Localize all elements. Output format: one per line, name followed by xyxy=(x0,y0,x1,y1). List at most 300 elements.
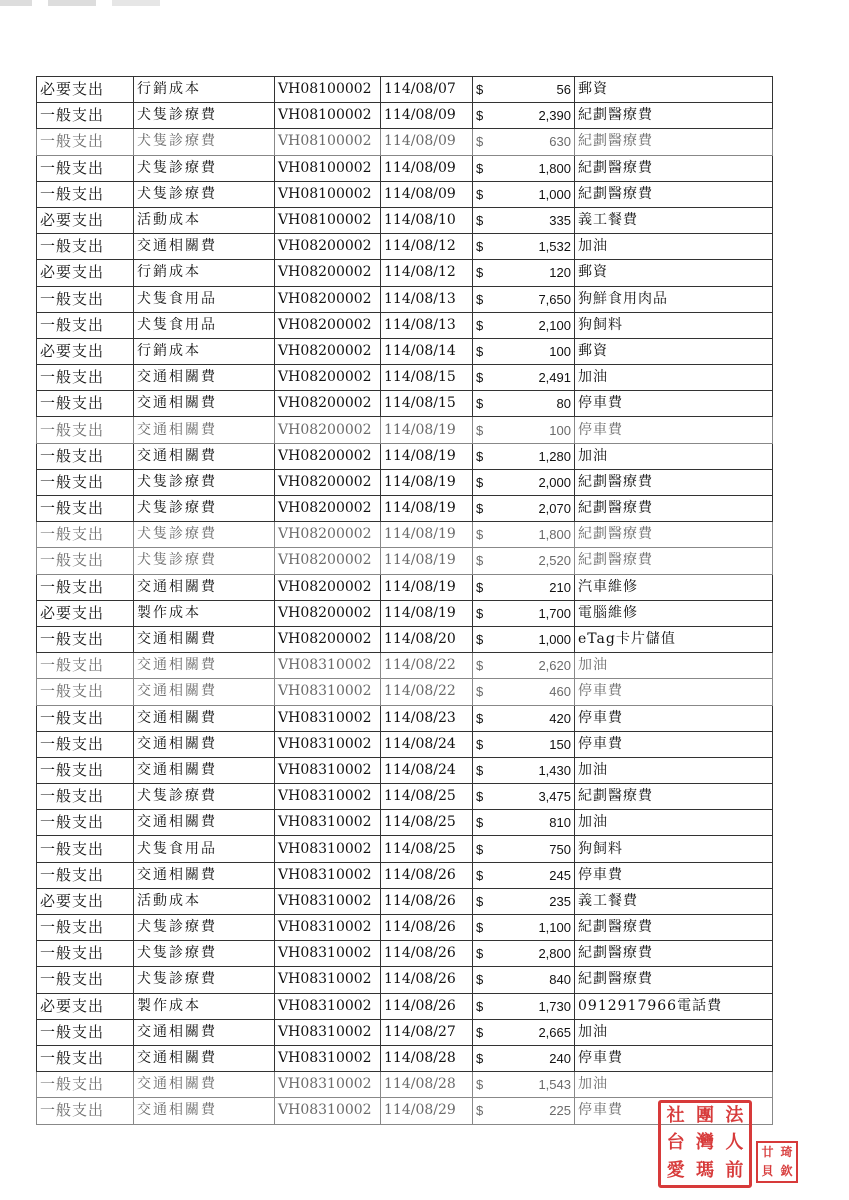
amount-value: 1,000 xyxy=(538,186,571,202)
expense-item-cell: 交通相關費 xyxy=(134,653,275,679)
date-cell: 114/08/26 xyxy=(381,993,473,1019)
date-cell: 114/08/14 xyxy=(381,338,473,364)
expense-type-cell: 一般支出 xyxy=(37,1072,134,1098)
note-cell: 停車費 xyxy=(575,391,773,417)
note-cell: 停車費 xyxy=(575,705,773,731)
currency-symbol: $ xyxy=(476,396,484,412)
currency-symbol: $ xyxy=(476,343,484,359)
amount-value: 2,491 xyxy=(538,370,571,386)
expense-item-cell: 行銷成本 xyxy=(134,338,275,364)
currency-symbol: $ xyxy=(476,893,484,909)
voucher-number-cell: VH08200002 xyxy=(275,522,381,548)
expense-item-cell: 交通相關費 xyxy=(134,1072,275,1098)
currency-symbol: $ xyxy=(476,82,484,98)
amount-value: 1,532 xyxy=(538,239,571,255)
voucher-number-cell: VH08200002 xyxy=(275,626,381,652)
amount-value: 460 xyxy=(549,684,571,700)
amount-value: 2,100 xyxy=(538,317,571,333)
seal-character: 團 xyxy=(695,1105,714,1126)
amount-cell xyxy=(473,1072,575,1098)
expense-item-cell: 犬隻診療費 xyxy=(134,967,275,993)
date-cell: 114/08/10 xyxy=(381,207,473,233)
table-row xyxy=(37,915,773,941)
seal-character: 法 xyxy=(725,1105,744,1126)
currency-symbol: $ xyxy=(476,658,484,674)
note-cell: 紀劃醫療費 xyxy=(575,129,773,155)
voucher-number-cell: VH08310002 xyxy=(275,993,381,1019)
expense-item-cell: 交通相關費 xyxy=(134,862,275,888)
voucher-number-cell: VH08200002 xyxy=(275,600,381,626)
amount-value: 100 xyxy=(549,422,571,438)
amount-cell xyxy=(473,417,575,443)
table-row xyxy=(37,469,773,495)
personal-seal xyxy=(756,1141,798,1183)
voucher-number-cell: VH08100002 xyxy=(275,77,381,103)
amount-cell xyxy=(473,469,575,495)
table-row xyxy=(37,679,773,705)
date-cell: 114/08/25 xyxy=(381,810,473,836)
amount-cell xyxy=(473,941,575,967)
amount-cell xyxy=(473,600,575,626)
date-cell: 114/08/26 xyxy=(381,941,473,967)
currency-symbol: $ xyxy=(476,239,484,255)
currency-symbol: $ xyxy=(476,946,484,962)
table-row xyxy=(37,941,773,967)
amount-cell xyxy=(473,522,575,548)
voucher-number-cell: VH08310002 xyxy=(275,653,381,679)
expense-item-cell: 交通相關費 xyxy=(134,705,275,731)
expense-type-cell: 一般支出 xyxy=(37,234,134,260)
currency-symbol: $ xyxy=(476,762,484,778)
voucher-number-cell: VH08200002 xyxy=(275,496,381,522)
table-row xyxy=(37,417,773,443)
amount-value: 1,700 xyxy=(538,605,571,621)
expense-item-cell: 犬隻診療費 xyxy=(134,155,275,181)
voucher-number-cell: VH08200002 xyxy=(275,312,381,338)
amount-value: 3,475 xyxy=(538,789,571,805)
date-cell: 114/08/19 xyxy=(381,496,473,522)
expense-item-cell: 交通相關費 xyxy=(134,574,275,600)
currency-symbol: $ xyxy=(476,632,484,648)
date-cell: 114/08/19 xyxy=(381,574,473,600)
note-cell: 紀劃醫療費 xyxy=(575,469,773,495)
amount-value: 1,800 xyxy=(538,160,571,176)
voucher-number-cell: VH08310002 xyxy=(275,941,381,967)
amount-cell xyxy=(473,757,575,783)
voucher-number-cell: VH08100002 xyxy=(275,103,381,129)
expense-item-cell: 活動成本 xyxy=(134,888,275,914)
amount-value: 80 xyxy=(556,396,571,412)
amount-value: 1,100 xyxy=(538,920,571,936)
voucher-number-cell: VH08310002 xyxy=(275,1072,381,1098)
seal-character: 人 xyxy=(725,1132,744,1154)
table-row xyxy=(37,181,773,207)
table-row xyxy=(37,1019,773,1045)
amount-value: 750 xyxy=(549,841,571,857)
note-cell: 紀劃醫療費 xyxy=(575,155,773,181)
date-cell: 114/08/28 xyxy=(381,1045,473,1071)
date-cell: 114/08/13 xyxy=(381,312,473,338)
expense-item-cell: 犬隻食用品 xyxy=(134,312,275,338)
table-row xyxy=(37,77,773,103)
amount-value: 245 xyxy=(549,867,571,883)
association-seal xyxy=(658,1100,752,1188)
voucher-number-cell: VH08200002 xyxy=(275,365,381,391)
amount-value: 7,650 xyxy=(538,291,571,307)
note-cell: 電腦維修 xyxy=(575,600,773,626)
amount-value: 225 xyxy=(549,1103,571,1119)
amount-value: 810 xyxy=(549,815,571,831)
expense-type-cell: 一般支出 xyxy=(37,653,134,679)
note-cell: 紀劃醫療費 xyxy=(575,496,773,522)
expense-item-cell: 交通相關費 xyxy=(134,757,275,783)
voucher-number-cell: VH08200002 xyxy=(275,338,381,364)
expense-item-cell: 交通相關費 xyxy=(134,365,275,391)
seal-character: 前 xyxy=(725,1159,744,1181)
table-row xyxy=(37,207,773,233)
amount-value: 2,070 xyxy=(538,501,571,517)
expense-type-cell: 一般支出 xyxy=(37,286,134,312)
date-cell: 114/08/09 xyxy=(381,103,473,129)
amount-cell xyxy=(473,496,575,522)
expense-item-cell: 犬隻診療費 xyxy=(134,469,275,495)
expense-type-cell: 一般支出 xyxy=(37,836,134,862)
note-cell: 紀劃醫療費 xyxy=(575,967,773,993)
amount-cell xyxy=(473,260,575,286)
note-cell: 停車費 xyxy=(575,1045,773,1071)
expense-type-cell: 必要支出 xyxy=(37,260,134,286)
voucher-number-cell: VH08310002 xyxy=(275,862,381,888)
date-cell: 114/08/19 xyxy=(381,443,473,469)
currency-symbol: $ xyxy=(476,422,484,438)
table-row xyxy=(37,757,773,783)
note-cell: 加油 xyxy=(575,365,773,391)
amount-cell xyxy=(473,77,575,103)
currency-symbol: $ xyxy=(476,108,484,124)
table-row xyxy=(37,888,773,914)
currency-symbol: $ xyxy=(476,291,484,307)
date-cell: 114/08/26 xyxy=(381,888,473,914)
expense-type-cell: 一般支出 xyxy=(37,574,134,600)
amount-value: 2,665 xyxy=(538,1024,571,1040)
table-row xyxy=(37,600,773,626)
note-cell: 加油 xyxy=(575,234,773,260)
note-cell: 紀劃醫療費 xyxy=(575,103,773,129)
amount-cell xyxy=(473,705,575,731)
expense-type-cell: 一般支出 xyxy=(37,129,134,155)
expense-item-cell: 犬隻食用品 xyxy=(134,836,275,862)
voucher-number-cell: VH08310002 xyxy=(275,679,381,705)
amount-cell xyxy=(473,181,575,207)
expense-type-cell: 一般支出 xyxy=(37,915,134,941)
voucher-number-cell: VH08100002 xyxy=(275,181,381,207)
currency-symbol: $ xyxy=(476,1024,484,1040)
amount-value: 150 xyxy=(549,736,571,752)
expense-item-cell: 犬隻診療費 xyxy=(134,103,275,129)
voucher-number-cell: VH08200002 xyxy=(275,443,381,469)
expense-item-cell: 犬隻診療費 xyxy=(134,181,275,207)
table-row xyxy=(37,496,773,522)
voucher-number-cell: VH08200002 xyxy=(275,548,381,574)
amount-value: 1,800 xyxy=(538,527,571,543)
date-cell: 114/08/07 xyxy=(381,77,473,103)
expense-type-cell: 一般支出 xyxy=(37,705,134,731)
voucher-number-cell: VH08310002 xyxy=(275,915,381,941)
note-cell: 狗飼料 xyxy=(575,312,773,338)
expense-type-cell: 一般支出 xyxy=(37,626,134,652)
currency-symbol: $ xyxy=(476,213,484,229)
voucher-number-cell: VH08310002 xyxy=(275,731,381,757)
amount-value: 840 xyxy=(549,972,571,988)
voucher-number-cell: VH08310002 xyxy=(275,967,381,993)
date-cell: 114/08/20 xyxy=(381,626,473,652)
voucher-number-cell: VH08200002 xyxy=(275,234,381,260)
date-cell: 114/08/29 xyxy=(381,1098,473,1124)
amount-value: 240 xyxy=(549,1051,571,1067)
amount-value: 1,730 xyxy=(538,998,571,1014)
currency-symbol: $ xyxy=(476,474,484,490)
table-row xyxy=(37,1045,773,1071)
expense-type-cell: 一般支出 xyxy=(37,496,134,522)
note-cell: 紀劃醫療費 xyxy=(575,181,773,207)
voucher-number-cell: VH08310002 xyxy=(275,784,381,810)
note-cell: 狗飼料 xyxy=(575,836,773,862)
expense-type-cell: 必要支出 xyxy=(37,77,134,103)
amount-cell xyxy=(473,1098,575,1124)
currency-symbol: $ xyxy=(476,1051,484,1067)
amount-cell xyxy=(473,993,575,1019)
expense-item-cell: 行銷成本 xyxy=(134,77,275,103)
table-row xyxy=(37,993,773,1019)
amount-cell xyxy=(473,862,575,888)
currency-symbol: $ xyxy=(476,972,484,988)
expense-item-cell: 犬隻診療費 xyxy=(134,915,275,941)
amount-value: 420 xyxy=(549,710,571,726)
amount-cell xyxy=(473,443,575,469)
expense-item-cell: 犬隻診療費 xyxy=(134,941,275,967)
seal-character: 琦 xyxy=(780,1145,793,1159)
date-cell: 114/08/09 xyxy=(381,181,473,207)
date-cell: 114/08/27 xyxy=(381,1019,473,1045)
currency-symbol: $ xyxy=(476,1077,484,1093)
expense-item-cell: 交通相關費 xyxy=(134,810,275,836)
expense-type-cell: 一般支出 xyxy=(37,731,134,757)
currency-symbol: $ xyxy=(476,186,484,202)
note-cell: 加油 xyxy=(575,443,773,469)
expense-type-cell: 一般支出 xyxy=(37,365,134,391)
note-cell: 紀劃醫療費 xyxy=(575,522,773,548)
amount-value: 120 xyxy=(549,265,571,281)
note-cell: 紀劃醫療費 xyxy=(575,784,773,810)
amount-cell xyxy=(473,155,575,181)
expense-type-cell: 一般支出 xyxy=(37,679,134,705)
date-cell: 114/08/22 xyxy=(381,653,473,679)
expense-item-cell: 製作成本 xyxy=(134,600,275,626)
expense-type-cell: 一般支出 xyxy=(37,155,134,181)
note-cell: 0912917966電話費 xyxy=(575,993,773,1019)
voucher-number-cell: VH08310002 xyxy=(275,1045,381,1071)
currency-symbol: $ xyxy=(476,710,484,726)
currency-symbol: $ xyxy=(476,736,484,752)
note-cell: 郵資 xyxy=(575,77,773,103)
currency-symbol: $ xyxy=(476,1103,484,1119)
note-cell: 義工餐費 xyxy=(575,207,773,233)
amount-cell xyxy=(473,1045,575,1071)
amount-value: 2,800 xyxy=(538,946,571,962)
amount-value: 56 xyxy=(556,82,571,98)
date-cell: 114/08/19 xyxy=(381,548,473,574)
note-cell: 停車費 xyxy=(575,1098,773,1124)
expense-type-cell: 一般支出 xyxy=(37,862,134,888)
currency-symbol: $ xyxy=(476,317,484,333)
table-row xyxy=(37,234,773,260)
note-cell: 停車費 xyxy=(575,862,773,888)
date-cell: 114/08/26 xyxy=(381,967,473,993)
voucher-number-cell: VH08310002 xyxy=(275,1098,381,1124)
voucher-number-cell: VH08310002 xyxy=(275,705,381,731)
amount-value: 1,543 xyxy=(538,1077,571,1093)
amount-cell xyxy=(473,286,575,312)
amount-cell xyxy=(473,312,575,338)
seal-character: 愛 xyxy=(666,1159,685,1181)
currency-symbol: $ xyxy=(476,501,484,517)
table-row xyxy=(37,810,773,836)
note-cell: 停車費 xyxy=(575,417,773,443)
amount-cell xyxy=(473,731,575,757)
seal-character: 貝 xyxy=(761,1164,774,1178)
amount-value: 2,000 xyxy=(538,474,571,490)
table-row xyxy=(37,862,773,888)
expense-type-cell: 一般支出 xyxy=(37,548,134,574)
amount-cell xyxy=(473,338,575,364)
note-cell: 加油 xyxy=(575,1072,773,1098)
note-cell: 加油 xyxy=(575,757,773,783)
amount-value: 630 xyxy=(549,134,571,150)
expense-type-cell: 必要支出 xyxy=(37,207,134,233)
date-cell: 114/08/25 xyxy=(381,836,473,862)
date-cell: 114/08/26 xyxy=(381,915,473,941)
note-cell: 紀劃醫療費 xyxy=(575,941,773,967)
expense-item-cell: 交通相關費 xyxy=(134,1019,275,1045)
amount-cell xyxy=(473,548,575,574)
expense-item-cell: 交通相關費 xyxy=(134,443,275,469)
expense-type-cell: 一般支出 xyxy=(37,757,134,783)
amount-cell xyxy=(473,626,575,652)
date-cell: 114/08/13 xyxy=(381,286,473,312)
seal-character: 台 xyxy=(666,1132,685,1154)
table-row xyxy=(37,836,773,862)
date-cell: 114/08/26 xyxy=(381,862,473,888)
expense-item-cell: 活動成本 xyxy=(134,207,275,233)
expense-item-cell: 犬隻診療費 xyxy=(134,784,275,810)
currency-symbol: $ xyxy=(476,815,484,831)
date-cell: 114/08/25 xyxy=(381,784,473,810)
note-cell: 郵資 xyxy=(575,338,773,364)
expense-type-cell: 一般支出 xyxy=(37,967,134,993)
expense-type-cell: 一般支出 xyxy=(37,443,134,469)
scan-artifact xyxy=(0,0,160,6)
expense-item-cell: 製作成本 xyxy=(134,993,275,1019)
table-row xyxy=(37,548,773,574)
note-cell: 加油 xyxy=(575,1019,773,1045)
seal-character: 社 xyxy=(666,1105,685,1126)
amount-value: 2,520 xyxy=(538,553,571,569)
expense-type-cell: 一般支出 xyxy=(37,469,134,495)
date-cell: 114/08/15 xyxy=(381,365,473,391)
expense-type-cell: 必要支出 xyxy=(37,600,134,626)
expense-ledger-table xyxy=(36,76,773,1125)
expense-type-cell: 一般支出 xyxy=(37,1019,134,1045)
currency-symbol: $ xyxy=(476,605,484,621)
table-row xyxy=(37,626,773,652)
expense-item-cell: 行銷成本 xyxy=(134,260,275,286)
expense-item-cell: 交通相關費 xyxy=(134,1098,275,1124)
voucher-number-cell: VH08200002 xyxy=(275,417,381,443)
currency-symbol: $ xyxy=(476,867,484,883)
expense-type-cell: 必要支出 xyxy=(37,338,134,364)
amount-cell xyxy=(473,365,575,391)
expense-item-cell: 犬隻診療費 xyxy=(134,129,275,155)
voucher-number-cell: VH08310002 xyxy=(275,1019,381,1045)
note-cell: 加油 xyxy=(575,653,773,679)
expense-item-cell: 交通相關費 xyxy=(134,626,275,652)
date-cell: 114/08/12 xyxy=(381,234,473,260)
table-row xyxy=(37,312,773,338)
table-row xyxy=(37,967,773,993)
amount-cell xyxy=(473,836,575,862)
expense-type-cell: 一般支出 xyxy=(37,784,134,810)
note-cell: 汽車維修 xyxy=(575,574,773,600)
amount-cell xyxy=(473,234,575,260)
seal-character: 灣 xyxy=(695,1132,714,1154)
expense-type-cell: 一般支出 xyxy=(37,522,134,548)
voucher-number-cell: VH08100002 xyxy=(275,129,381,155)
voucher-number-cell: VH08310002 xyxy=(275,810,381,836)
table-row xyxy=(37,155,773,181)
expense-item-cell: 交通相關費 xyxy=(134,1045,275,1071)
currency-symbol: $ xyxy=(476,684,484,700)
amount-cell xyxy=(473,1019,575,1045)
amount-cell xyxy=(473,129,575,155)
table-row xyxy=(37,705,773,731)
amount-cell xyxy=(473,391,575,417)
table-row xyxy=(37,731,773,757)
expense-type-cell: 一般支出 xyxy=(37,103,134,129)
date-cell: 114/08/23 xyxy=(381,705,473,731)
table-row xyxy=(37,1072,773,1098)
expense-item-cell: 交通相關費 xyxy=(134,417,275,443)
amount-cell xyxy=(473,679,575,705)
date-cell: 114/08/19 xyxy=(381,522,473,548)
voucher-number-cell: VH08200002 xyxy=(275,260,381,286)
amount-cell xyxy=(473,888,575,914)
note-cell: 停車費 xyxy=(575,679,773,705)
voucher-number-cell: VH08200002 xyxy=(275,391,381,417)
voucher-number-cell: VH08200002 xyxy=(275,574,381,600)
amount-value: 2,390 xyxy=(538,108,571,124)
currency-symbol: $ xyxy=(476,579,484,595)
expense-item-cell: 犬隻診療費 xyxy=(134,548,275,574)
date-cell: 114/08/22 xyxy=(381,679,473,705)
amount-cell xyxy=(473,915,575,941)
table-row xyxy=(37,286,773,312)
expense-item-cell: 犬隻診療費 xyxy=(134,496,275,522)
date-cell: 114/08/28 xyxy=(381,1072,473,1098)
note-cell: 紀劃醫療費 xyxy=(575,915,773,941)
expense-type-cell: 一般支出 xyxy=(37,312,134,338)
amount-value: 1,430 xyxy=(538,762,571,778)
expense-type-cell: 一般支出 xyxy=(37,941,134,967)
